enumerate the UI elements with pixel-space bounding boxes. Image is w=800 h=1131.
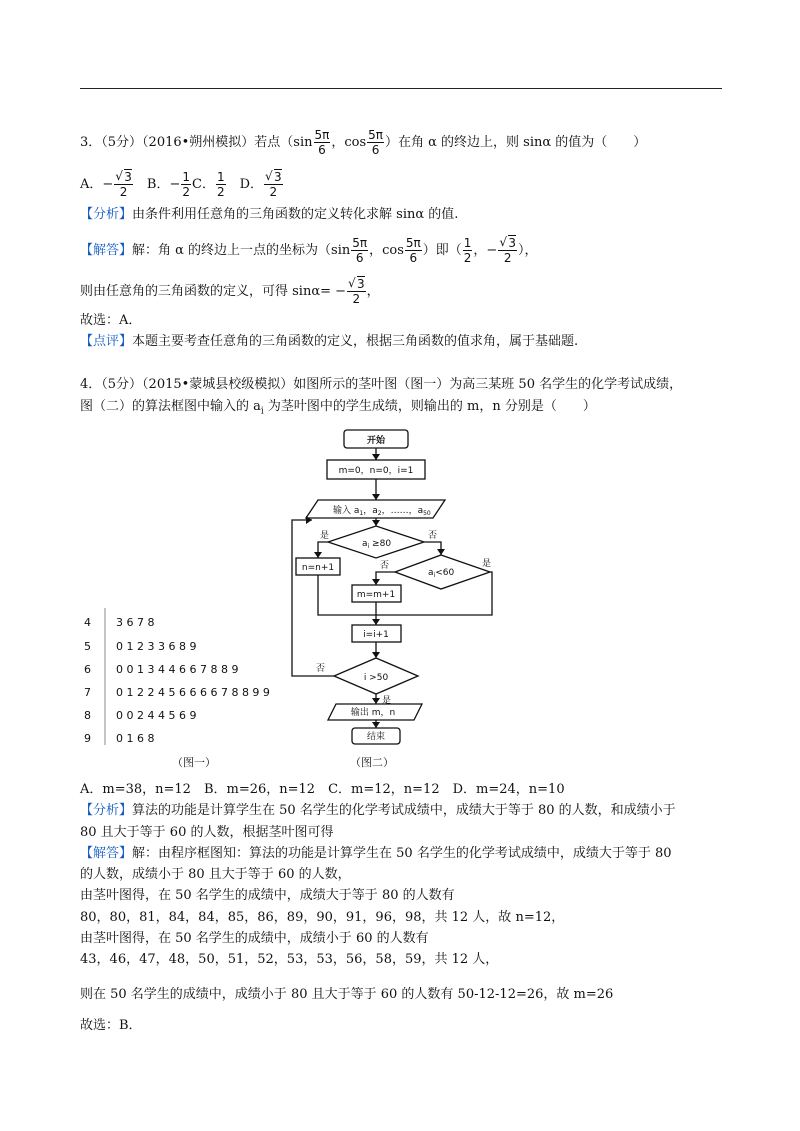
q4-solution-line3: 由茎叶图得，在 50 名学生的成绩中，成绩大于等于 80 的人数有 [80,888,455,903]
q3-line2-b: ， [366,284,380,299]
q4-solution-line6: 43，46，47，48，50，51，52，53，53，56，58，59，共 12 人， [80,952,499,967]
q3-analysis-text: 由条件利用任意角的三角函数的定义转化求解 sinα 的值. [132,207,459,222]
flow-start-label: 开始 [366,436,386,446]
flow-no-2: 否 [380,561,390,571]
q3-solution [80,236,537,265]
sqrt-symbol [115,170,132,184]
frac-den: 2 [119,185,128,199]
fraction-1-2 [463,236,473,265]
stem-leaf-row [84,616,154,629]
flow-no-3: 否 [316,664,326,674]
frac-den: 2 [269,185,278,199]
arrow-head [314,552,322,558]
flow-cond1-label: $a_i \ge 80$ [362,539,392,550]
stem-leaf-row [84,640,196,653]
fraction-5pi-6 [351,236,368,265]
leaves: 0 0 1 3 4 4 6 6 7 8 8 9 [116,663,239,676]
frac-den: 6 [371,143,380,157]
q4-stem2-a: 图（二）的算法框图中输入的 a [80,399,261,414]
q3-solution-d: ）， [517,243,538,258]
leaves: 0 1 6 8 [116,732,155,745]
q3-comment-text: 本题主要考查任意角的三角函数的定义，根据三角函数的值求角，属于基础题. [132,334,579,349]
flowchart-caption: （图二） [350,756,394,769]
flow-yes-3: 是 [382,696,392,706]
top-rule [80,88,722,89]
stem: 6 [84,663,91,676]
comment-tag: 【点评】 [80,334,133,349]
q4-solution-line1: 解：由程序框图知：算法的功能是计算学生在 50 名学生的化学考试成绩中，成绩大于等于 80 [132,846,672,861]
q3-choose: 故选：A． [80,313,142,328]
q4-solution-line7: 则在 50 名学生的成绩中，成绩小于 80 且大于等于 60 的人数有 50-12-12=26，故 m=26 [80,987,614,1002]
flow-end-label: 结束 [366,732,386,742]
arrow-head [372,454,380,460]
leaves: 0 0 2 4 4 5 6 9 [116,709,197,722]
flow-m-label: m=m+1 [356,590,396,600]
fraction-sqrt3-2 [347,277,366,306]
stem-leaf-row [84,709,196,722]
flow-loop-edge [292,520,334,676]
q3-comment [80,333,578,351]
flow-yes-2: 是 [482,559,492,569]
flow-output-label: 输出 m，n [350,708,396,718]
q4-analysis-line1: 算法的功能是计算学生在 50 名学生的化学考试成绩中，成绩大于等于 80 的人数，和成绩小于 [132,803,676,818]
stem: 5 [84,640,91,653]
q3-opt-a-label: A．− [80,177,114,192]
arrow-head [306,516,312,524]
analysis-tag: 【分析】 [80,803,133,818]
frac-num: 5π [352,236,368,250]
arrow-head [372,579,380,585]
leaves: 3 6 7 8 [116,616,155,629]
stem: 7 [84,686,91,699]
stem: 8 [84,709,91,722]
q4-solution-line2: 的人数，成绩小于 80 且大于等于 60 的人数， [80,867,351,882]
solution-tag: 【解答】 [80,243,133,258]
frac-num: 1 [216,170,225,184]
q4-stem2-sub: i [260,406,264,417]
flow-cond3-label: i >50 [363,673,389,683]
q3-solution-c: ，− [473,243,498,258]
q4-solution-line4: 80，80，81，84，84，85，86，89，90，91，96，98，共 12 人，故 n=12， [80,910,565,925]
q4-analysis [80,802,676,820]
q4-choose: 故选：B． [80,1018,142,1033]
figure-area [0,420,800,770]
q3-stem-c: ）在角 α 的终边上，则 sinα 的值为（ ） [385,135,647,150]
stem: 4 [84,616,91,629]
q4-stem-line2 [80,398,596,421]
sqrt-symbol [265,170,282,184]
q4-solution-line5: 由茎叶图得，在 50 名学生的成绩中，成绩小于 60 的人数有 [80,931,429,946]
fraction-1-2 [181,170,191,199]
frac-den: 6 [355,251,364,265]
frac-num: 1 [463,236,472,250]
q3-stem-b: ，cos [331,135,367,150]
arrow-head [437,549,445,555]
frac-den: 2 [216,185,225,199]
arrow-head [372,722,380,728]
arrow-head [372,619,380,625]
q3-solution-cos: ，cos [369,243,404,258]
arrow-head [372,520,380,526]
fraction-5pi-6 [405,236,422,265]
q4-analysis-line2: 80 且大于等于 60 的人数，根据茎叶图可得 [80,825,334,840]
arrow-head [372,698,380,704]
frac-den: 6 [409,251,418,265]
flow-no-1: 否 [428,531,438,541]
leaves: 0 1 2 2 4 5 6 6 6 6 7 8 8 9 9 [116,686,270,699]
sqrt-arg: 3 [124,170,132,184]
q3-line2-a: 则由任意角的三角函数的定义，可得 sinα= − [80,284,347,299]
frac-den: 6 [318,143,326,157]
q4-solution [80,845,672,863]
fraction-sqrt3-2 [498,236,517,265]
q3-opt-c-label: C． [192,177,215,192]
fraction-5pi-6 [314,128,331,157]
flow-input-label: 输入 $a_1$，$a_2$，……，$a_{50}$ [333,506,431,517]
arrow-head [372,494,380,500]
q3-solution-line2 [80,277,380,306]
q3-solution-b: ）即（ [422,243,462,258]
q3-stem-a: 3．（5分）（2016•朔州模拟）若点（sin [80,135,313,150]
frac-den: 2 [182,185,191,199]
q3-opt-b-label: B．− [133,177,181,192]
stem-leaf-row [84,732,154,745]
frac-num: 5π [405,236,421,250]
q3-solution-a: 解：角 α 的终边上一点的坐标为（sin [132,243,351,258]
fraction-5pi-6 [367,128,384,157]
sqrt-arg: 3 [357,277,365,291]
q3-stem [80,128,646,157]
analysis-tag: 【分析】 [80,207,133,222]
flow-n-label: n=n+1 [301,563,335,573]
stem-leaf-row [84,686,270,699]
flow-init-label: m=0，n=0，i=1 [338,466,414,476]
fraction-1-2 [216,170,226,199]
leaves: 0 1 2 3 3 6 8 9 [116,640,197,653]
fraction-sqrt3-2 [264,170,283,199]
solution-tag: 【解答】 [80,846,133,861]
flow-i-label: i=i+1 [363,630,389,640]
q3-options [80,170,284,199]
stem: 9 [84,732,91,745]
frac-num: 1 [182,170,191,184]
frac-den: 2 [503,251,512,265]
flow-edge [376,572,395,585]
frac-num: 5π [314,128,330,142]
q3-opt-d-label: D． [226,177,264,192]
q4-stem-line1: 4．（5分）（2015•蒙城县校级模拟）如图所示的茎叶图（图一）为高三某班 50 名学生的化学考试成绩， [80,377,683,392]
arrow-head [372,652,380,658]
stem-leaf-row [84,663,238,676]
q3-analysis [80,206,458,224]
sqrt-symbol [499,236,516,250]
flow-edge [424,542,441,555]
frac-den: 2 [352,292,361,306]
flow-yes-1: 是 [320,531,330,541]
sqrt-arg: 3 [508,236,516,250]
q4-stem2-b: 为茎叶图中的学生成绩，则输出的 m，n 分别是（ ） [263,399,596,414]
frac-den: 2 [463,251,472,265]
sqrt-symbol [348,277,365,291]
sqrt-arg: 3 [274,170,282,184]
stem-leaf-caption: （图一） [172,756,216,769]
q4-options: A．m=38，n=12 B．m=26，n=12 C．m=12，n=12 D．m=24，n=10 [80,782,565,797]
fraction-sqrt3-2 [114,170,133,199]
frac-num: 5π [368,128,383,142]
flow-cond2-label: $a_i<60$ [428,568,455,579]
